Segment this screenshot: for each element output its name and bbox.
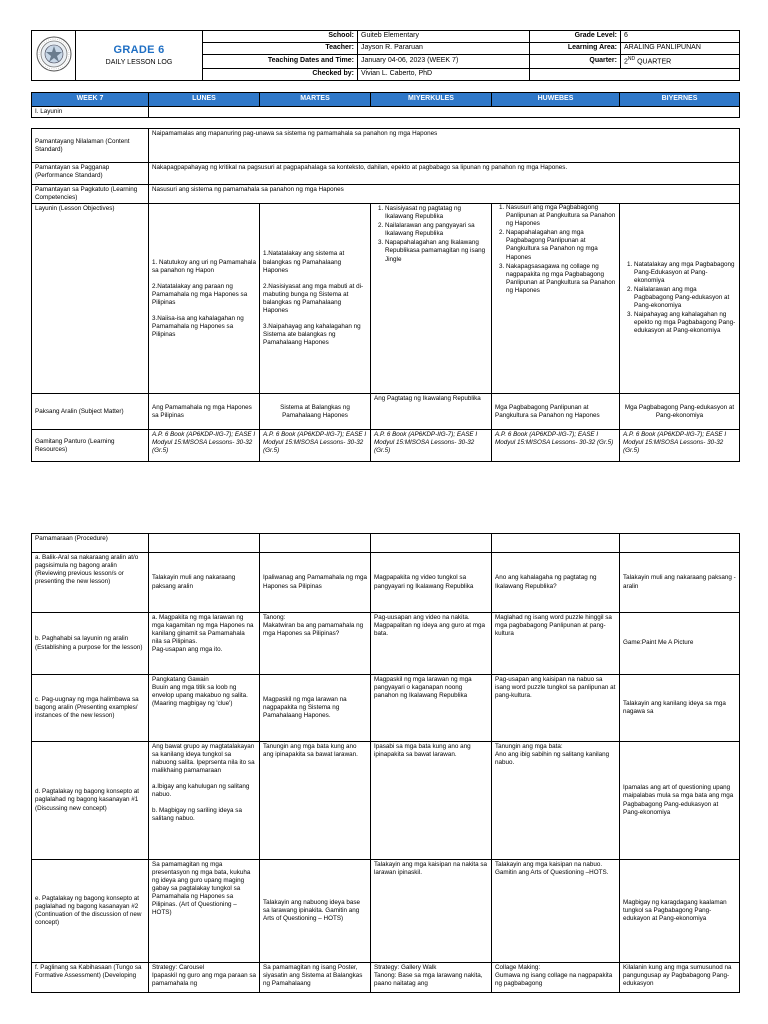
quarter-label: Quarter: bbox=[530, 54, 621, 68]
grade-brand bbox=[76, 31, 203, 81]
objectives-huwebes: 1. Nasusuri ang mga Pagbabagong Panlipunan at Pangkultura sa Panahon ng Hapones 2. Napapahalagahan ang mga Pagbabagong Panlipunan at Pangkultura sa Panahon ng mga Hapones 3. Nakapagsasagawa ng collage ng nagpapakita ng mga Pagbabagong Panlipunan at Pangkultura sa Panahon ng Hapones bbox=[492, 204, 620, 394]
deped-seal-logo bbox=[32, 31, 76, 81]
day-martes: MARTES bbox=[260, 93, 371, 107]
grade-level-value: 6 bbox=[621, 31, 740, 43]
week-header-row bbox=[32, 93, 740, 107]
objectives-lunes: 1. Natutukoy ang uri ng Pamamahala sa panahon ng Hapon 2.Natatalakay ang paraan ng Pamamahala ng mga Hapones sa Pilipinas 3.Naiisa-isa ang kahalagahan ng Pamamahala ng Hapones sa Pilipinas bbox=[149, 204, 260, 394]
day-lunes: LUNES bbox=[149, 93, 260, 107]
subject-label: Paksang Aralin (Subject Matter) bbox=[32, 394, 149, 430]
subject-miyerkules: Ang Pagtatag ng Ikawalang Republika bbox=[371, 394, 492, 430]
dates-value: January 04-06, 2023 (WEEK 7) bbox=[358, 54, 530, 68]
objectives-martes: 1.Natatalakay ang sistema at balangkas ng Pamahalaang Hapones 2.Nasisiyasat ang mga mabuti at di-mabuting bunga ng Sistema at balangkas ng Pamahalaang Hapones 3.Naipahayag ang kahalagahan ng Sistema ate balangkas ng Pamahalaang Hapones bbox=[260, 204, 371, 394]
resources-lunes: A.P. 6 Book (AP6KDP-IIG-7); EASE I Modyul 15:MISOSA Lessons- 30-32 (Gr.5) bbox=[149, 430, 260, 462]
performance-standard-text: Nakapagpapahayag ng kritikal na pagsusuri at pagpapahalaga sa konteksto, dahilan, epekto at pagbabago sa lipunan ng panahon ng mga Hapones. bbox=[149, 163, 740, 185]
competency-text: Nasusuri ang sistema ng pamamahala sa panahon ng mga Hapones bbox=[149, 185, 740, 204]
procedure-table bbox=[31, 533, 740, 993]
competency-label: Pamantayan sa Pagkatuto (Learning Competencies) bbox=[32, 185, 149, 204]
header-table bbox=[31, 30, 740, 81]
objectives-biyernes: 1. Natatalakay ang mga Pagbabagong Pang-Edukasyon at Pang-ekonomiya 2. Nailalarawan ang mga Pagbabagong Pang-edukasyon at Pang-ekonomiya 3. Naipahayag ang kahalagahan ng epekto ng mga Pagbabagong Pang-edukasyon at Pang-ekonomiya bbox=[620, 204, 740, 394]
day-biyernes: BIYERNES bbox=[620, 93, 740, 107]
learning-area-label: Learning Area: bbox=[530, 42, 621, 54]
lesson-log-page-1 bbox=[31, 30, 739, 462]
resources-huwebes: A.P. 6 Book (AP6KDP-IIG-7); EASE I Modyul 15:MISOSA Lessons- 30-32 (Gr.5) bbox=[492, 430, 620, 462]
quarter-value: 2ND QUARTER bbox=[621, 54, 740, 68]
procedure-row-a: a. Balik-Aral sa nakaraang aralin at/o pagsisimula ng bagong aralin (Reviewing previous lesson/s or presenting the new lesson) Talakayin muli ang nakaraang paksang aralin Ipaliwanag ang Pamamahala ng mga Hapones sa Pilipinas Magpapakita ng video tungkol sa pangyayari ng Ikalawang Republika Ano ang kahalagaha ng pagtatag ng Ikalawang Republika? Talakayin muli ang nakaraang paksang -aralin bbox=[32, 553, 740, 613]
objectives-miyerkules: 1. Nasisiyasat ng pagtatag ng Ikalawang Republika 2. Nailalarawan ang pangyayari sa Ikalawang Republika 3. Napapahalagahan ang Ikalawang Republikasa pamamagitan ng isang Jingle bbox=[371, 204, 492, 394]
subject-biyernes: Mga Pagbabagong Pang-edukasyon at Pang-ekonomiya bbox=[620, 394, 740, 430]
teacher-label: Teacher: bbox=[203, 42, 358, 54]
subject-martes: Sistema at Balangkas ng Pamahalaang Hapones bbox=[260, 394, 371, 430]
grade-title: GRADE 6 bbox=[113, 44, 165, 57]
procedure-row-c: c. Pag-uugnay ng mga halimbawa sa bagong aralin (Presenting examples/ instances of the new lesson) Pangkatang Gawain Buuin ang mga titik sa loob ng envelop upang makabuo ng salita. (Maaring magbigay ng 'clue') Magpaskil ng mga larawan na nagpapakita ng Sistema ng Pamahalaang Hapones. Magpaskil ng mga larawan ng mga pangyayari o kaganapan noong panahon ng Ikalawang Republika Pag-usapan ang kaisipan na nabuo sa isang word puzzle tungkol sa panlipunan at pang-kultura. Talakayin ang kanilang ideya sa mga nagawa sa bbox=[32, 675, 740, 742]
dates-label: Teaching Dates and Time: bbox=[203, 54, 358, 68]
resources-miyerkules: A.P. 6 Book (AP6KDP-IIG-7); EASE I Modyul 15:MISOSA Lessons- 30-32 (Gr.5) bbox=[371, 430, 492, 462]
content-standard-label: Pamantayang Nilalaman (Content Standard) bbox=[32, 129, 149, 163]
seal-icon bbox=[36, 36, 72, 72]
day-miyerkules: MIYERKULES bbox=[371, 93, 492, 107]
objectives-label: Layunin (Lesson Objectives) bbox=[32, 204, 149, 394]
learning-area-value: ARALING PANLIPUNAN bbox=[621, 42, 740, 54]
week-label: WEEK 7 bbox=[32, 93, 149, 107]
resources-martes: A.P. 6 Book (AP6KDP-IIG-7); EASE I Modyul 15:MISOSA Lessons- 30-32 (Gr.5) bbox=[260, 430, 371, 462]
procedure-label: Pamamaraan (Procedure) bbox=[32, 534, 149, 553]
checked-value: Vivian L. Caberto, PhD bbox=[358, 69, 530, 81]
content-standard-text: Naipamamalas ang mapanuring pag-unawa sa sistema ng pamamahala sa panahon ng mga Hapones bbox=[149, 129, 740, 163]
resources-label: Gamitang Panturo (Learning Resources) bbox=[32, 430, 149, 462]
performance-standard-label: Pamantayan sa Pagganap (Performance Standard) bbox=[32, 163, 149, 185]
objectives-table bbox=[31, 92, 740, 462]
subject-lunes: Ang Pamamahala ng mga Hapones sa Pilipinas bbox=[149, 394, 260, 430]
school-label: School: bbox=[203, 31, 358, 43]
procedure-row-e: e. Pagtalakay ng bagong konsepto at paglalahad ng bagong kasanayan #2 (Continuation of the discussion of new concept) Sa pamamagitan ng mga presentasyon ng mga bata, kukuha ng ideya ang guro upang maging gabay sa pagtalakay tungkol sa Pamamahala ng Hapones sa Pilipinas. (Art of Questioning – HOTS) Talakayin ang nabuong ideya base sa larawang ipinakita. Gamitin ang Arts of Questioning – HOTS) Talakayin ang mga kaisipan na nakita sa larawan ipinaskil. Talakayin ang mga kaisipan na nabuo. Gamitin ang Arts of Questioning –HOTS. Magbigay ng karagdagang kaalaman tungkol sa Pagbabagong Pang-edukayon at Pang-ekonomiya bbox=[32, 860, 740, 963]
teacher-value: Jayson R. Pararuan bbox=[358, 42, 530, 54]
procedure-row-f: f. Paglinang sa Kabihasaan (Tungo sa Formative Assessment) (Developing Strategy: Carousel Ipapaskil ng guro ang mga paraan sa pamamahala ng Sa pamamagitan ng isang Poster, siyasatin ang Sistema at Balangkas ng Pamahalaang Strategy: Gallery Walk Tanong: Base sa mga larawang nakita, paano naitatag ang Collage Making: Gumawa ng isang collage na nagpapakita ng pagbabagong Kilalanin kung ang mga sumusunod na pangungusap ay Pagbabagong Pang-edukasyon bbox=[32, 963, 740, 993]
school-value: Guiteb Elementary bbox=[358, 31, 530, 43]
subject-huwebes: Mga Pagbabagong Panlipunan at Pangkultura sa Panahon ng Hapones bbox=[492, 394, 620, 430]
day-huwebes: HUWEBES bbox=[492, 93, 620, 107]
procedure-row-b: b. Paghahabi sa layunin ng aralin (Establishing a purpose for the lesson) a. Magpakita ng mga larawan ng mga kagamitan ng mga Hapones na kanilang ginamit sa Pamamahala nila sa Pilipinas. Pag-usapan ang mga ito. Tanong: Makatwiran ba ang pamamahala ng mga Hapones sa Pilipinas? Pag-uusapan ang video na nakita. Magpapalitan ng ideya ang guro at mga bata. Maglahad ng isang word puzzle hinggil sa mga pagbabagong Panlipunan at pang-kultura Game:Paint Me A Picture bbox=[32, 613, 740, 675]
resources-biyernes: A.P. 6 Book (AP6KDP-IIG-7); EASE I Modyul 15:MISOSA Lessons- 30-32 (Gr.5) bbox=[620, 430, 740, 462]
grade-level-label: Grade Level: bbox=[530, 31, 621, 43]
doc-title: DAILY LESSON LOG bbox=[105, 59, 173, 67]
layunin-heading: I. Layunin bbox=[32, 107, 149, 118]
lesson-log-page-2 bbox=[31, 533, 739, 993]
procedure-row-d: d. Pagtalakay ng bagong konsepto at paglalahad ng bagong kasanayan #1 (Discussing new concept) Ang bawat grupo ay magtatalakayan sa kanilang ideya tungkol sa nabuong salita. Ipeprsenta nila ito sa malikhaing pamamaraan a.Ibigay ang kahulugan ng salitang nabuo. b. Magbigay ng sariling ideya sa salitang nabuo. Tanungin ang mga bata kung ano ang ipinapakita sa bawat larawan. Ipasabi sa mga bata kung ano ang ipinapakita sa bawat larawan. Tanungin ang mga bata: Ano ang ibig sabihin ng salitang kanilang nabuo. Ipamalas ang art of questioning upang maipalabas mula sa mga bata ang mga Pagbabagong Pang-edukasyon at Pang-ekonomiya bbox=[32, 742, 740, 860]
checked-label: Checked by: bbox=[203, 69, 358, 81]
